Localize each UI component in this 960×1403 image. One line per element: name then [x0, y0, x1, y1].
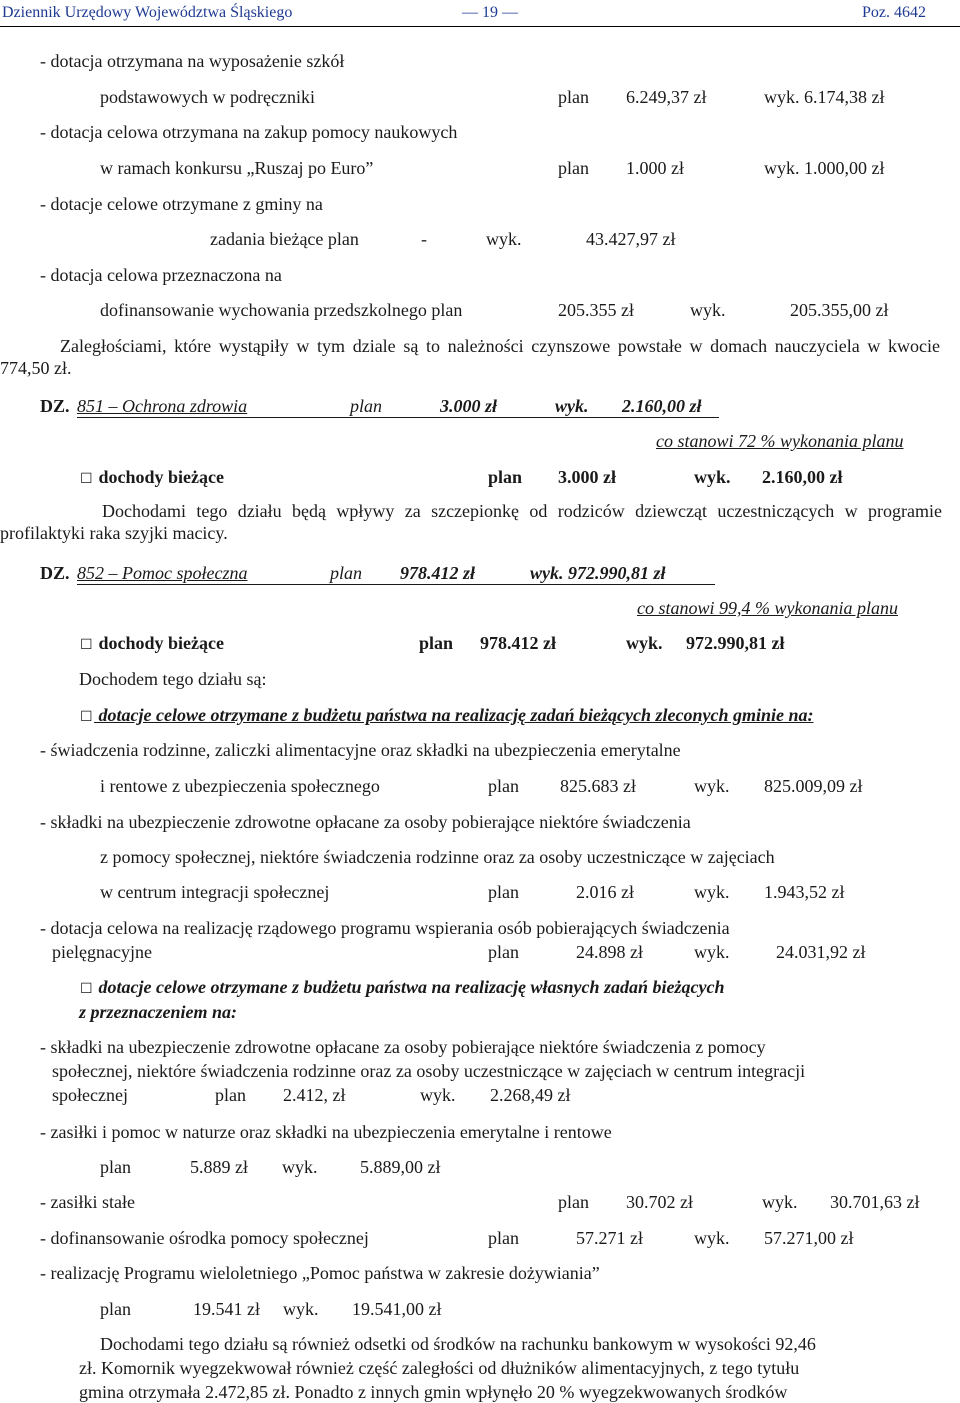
line: 43.427,97 zł — [586, 229, 676, 249]
line: - świadczenia rodzinne, zaliczki alimentacyjne oraz składki na ubezpieczenia emerytalne — [40, 740, 681, 760]
line: 19.541 zł — [193, 1299, 260, 1319]
line: plan — [419, 633, 454, 653]
line: - dotacja otrzymana na wyposażenie szkół — [40, 51, 345, 71]
line: plan — [558, 158, 589, 178]
line: wyk. — [486, 229, 522, 249]
line: 19.541,00 zł — [352, 1299, 442, 1319]
line: dofinansowanie wychowania przedszkolnego plan — [100, 300, 463, 320]
line: - składki na ubezpieczenie zdrowotne opłacane za osoby pobierające niektóre świadczenia — [40, 812, 691, 832]
line: - dotacje celowe otrzymane z gminy na — [40, 194, 323, 214]
grant-heading: ☐ dotacje celowe otrzymane z budżetu państwa na realizację zadań bieżących zleconych gminie na: — [80, 704, 813, 728]
line: wyk. — [762, 1192, 798, 1212]
line: 57.271,00 zł — [764, 1228, 854, 1248]
line: - zasiłki i pomoc w naturze oraz składki na ubezpieczenia emerytalne i rentowe — [40, 1122, 612, 1142]
grant-heading: ☐ dotacje celowe otrzymane z budżetu państwa na realizację własnych zadań bieżących — [80, 976, 725, 1000]
line: 205.355,00 zł — [790, 300, 889, 320]
line: plan — [100, 1157, 131, 1177]
line: 1.000 zł — [626, 158, 684, 178]
paragraph: Dochodami tego działu będą wpływy za szczepionkę od rodziców dziewcząt uczestniczących w programie profilaktyki raka szyjki macicy. — [0, 501, 942, 543]
line: plan — [488, 882, 519, 902]
line: 30.701,63 zł — [830, 1192, 920, 1212]
paragraph-line: gmina otrzymała 2.472,85 zł. Ponadto z innych gmin wpłynęło 20 % wyegzekwowanych środków — [79, 1382, 788, 1402]
line: społecznej, niektóre świadczenia rodzinne oraz za osoby uczestniczące w zajęciach w centrum integracji — [52, 1061, 806, 1081]
line: plan — [488, 1228, 519, 1248]
checkbox-icon: ☐ — [80, 471, 93, 487]
journal-title: Dziennik Urzędowy Województwa Śląskiego — [2, 4, 293, 21]
line: - dotacja celowa przeznaczona na — [40, 265, 282, 285]
line: - — [421, 229, 427, 249]
current-income-row: ☐ dochody bieżące — [80, 466, 224, 490]
position-number: Poz. 4642 — [862, 4, 926, 21]
line: w centrum integracji społecznej — [100, 882, 330, 902]
section-plan-label: plan — [350, 396, 383, 416]
line: wyk. — [694, 942, 730, 962]
section-title: 852 – Pomoc społeczna — [77, 563, 248, 583]
line: 5.889 zł — [190, 1157, 248, 1177]
line: wyk. 6.174,38 zł — [764, 87, 885, 107]
line: z pomocy społecznej, niektóre świadczenia rodzinne oraz za osoby uczestniczące w zajęciach — [100, 847, 775, 867]
paragraph-line: zł. Komornik wyegzekwował również część zaległości od dłużników alimentacyjnych, z tego tytułu — [79, 1358, 800, 1378]
line: w ramach konkursu „Ruszaj po Euro” — [100, 158, 374, 178]
line: plan — [215, 1085, 246, 1105]
line: 978.412 zł — [480, 633, 556, 653]
section-label: DZ. — [40, 396, 70, 416]
line: plan — [558, 1192, 589, 1212]
header-divider — [0, 26, 960, 27]
line: wyk. — [694, 1228, 730, 1248]
line: wyk. — [694, 467, 731, 487]
line: społecznej — [52, 1085, 128, 1105]
section-underline — [77, 584, 715, 585]
line: wyk. — [282, 1157, 318, 1177]
line: - zasiłki stałe — [40, 1192, 135, 1212]
line: 6.249,37 zł — [626, 87, 707, 107]
line: 57.271 zł — [576, 1228, 643, 1248]
line: 1.943,52 zł — [764, 882, 845, 902]
paragraph: Zaległościami, które wystąpiły w tym dziale są to należności czynszowe powstałe w domach nauczyciela w kwocie 774,50 zł. — [0, 336, 940, 378]
paragraph-line: Dochodami tego działu są również odsetki od środków na rachunku bankowym w wysokości 92,46 — [100, 1334, 816, 1354]
line: wyk. — [283, 1299, 319, 1319]
grant-heading-cont: z przeznaczeniem na: — [79, 1002, 238, 1022]
line: zadania bieżące plan — [210, 229, 359, 249]
line: 5.889,00 zł — [360, 1157, 441, 1177]
line: wyk. — [694, 882, 730, 902]
line: 972.990,81 zł — [686, 633, 785, 653]
line: - realizację Programu wieloletniego „Pomoc państwa w zakresie dożywiania” — [40, 1263, 600, 1283]
line: plan — [488, 467, 523, 487]
line: wyk. 1.000,00 zł — [764, 158, 885, 178]
line: - dotacja celowa otrzymana na zakup pomocy naukowych — [40, 122, 458, 142]
section-plan-value: 3.000 zł — [440, 396, 498, 416]
line: 3.000 zł — [558, 467, 616, 487]
line: 2.160,00 zł — [762, 467, 843, 487]
line: 24.031,92 zł — [776, 942, 866, 962]
line: pielęgnacyjne — [52, 942, 152, 962]
percent-note: co stanowi 72 % wykonania planu — [656, 431, 904, 451]
line: wyk. — [690, 300, 726, 320]
line: - składki na ubezpieczenie zdrowotne opłacane za osoby pobierające niektóre świadczenia z pomocy — [40, 1037, 766, 1057]
section-underline — [77, 417, 719, 418]
line: 825.009,09 zł — [764, 776, 863, 796]
line: wyk. — [626, 633, 663, 653]
section-plan-label: plan — [330, 563, 363, 583]
checkbox-icon: ☐ — [80, 709, 93, 725]
line: plan — [100, 1299, 131, 1319]
section-label: DZ. — [40, 563, 70, 583]
section-title: 851 – Ochrona zdrowia — [77, 396, 248, 416]
section-wyk-value: 2.160,00 zł — [622, 396, 702, 416]
line: - dotacja celowa na realizację rządowego programu wspierania osób pobierających świadczenia — [40, 918, 730, 938]
line: plan — [558, 87, 589, 107]
line: wyk. — [420, 1085, 456, 1105]
checkbox-icon: ☐ — [80, 637, 93, 653]
line: 205.355 zł — [558, 300, 634, 320]
line: Dochodem tego działu są: — [79, 669, 267, 689]
line: - dofinansowanie ośrodka pomocy społecznej — [40, 1228, 369, 1248]
section-wyk: wyk. 972.990,81 zł — [530, 563, 666, 583]
line: plan — [488, 776, 519, 796]
line: 2.412, zł — [283, 1085, 346, 1105]
checkbox-icon: ☐ — [80, 981, 93, 997]
line: 24.898 zł — [576, 942, 643, 962]
line: plan — [488, 942, 519, 962]
current-income-row: ☐ dochody bieżące — [80, 632, 224, 656]
line: 2.016 zł — [576, 882, 634, 902]
line: wyk. — [694, 776, 730, 796]
section-wyk-label: wyk. — [555, 396, 589, 416]
section-plan-value: 978.412 zł — [400, 563, 476, 583]
line: podstawowych w podręczniki — [100, 87, 315, 107]
percent-note: co stanowi 99,4 % wykonania planu — [637, 598, 898, 618]
page-number: — 19 — — [462, 4, 518, 21]
line: 30.702 zł — [626, 1192, 693, 1212]
line: 2.268,49 zł — [490, 1085, 571, 1105]
line: 825.683 zł — [560, 776, 636, 796]
line: i rentowe z ubezpieczenia społecznego — [100, 776, 380, 796]
